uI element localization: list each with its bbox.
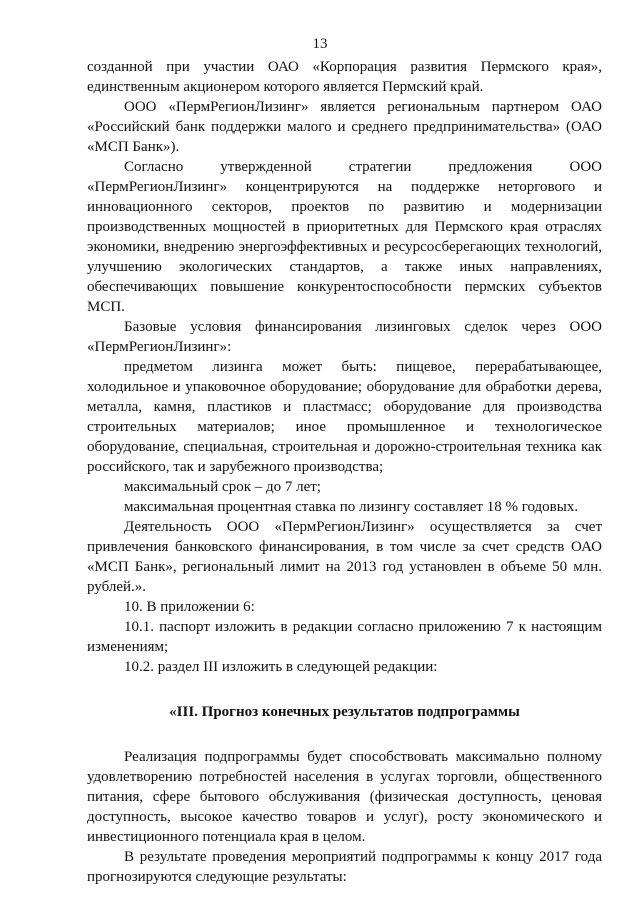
paragraph-base-conditions: Базовые условия финансирования лизинговых сделок через ООО «ПермРегионЛизинг»: xyxy=(87,319,602,355)
page-number: 13 xyxy=(312,36,328,52)
paragraph-leasing-subject: предметом лизинга может быть: пищевое, перерабатывающее, холодильное и упаковочное оборудование; оборудование для обработки дерева, металла, камня, пластиков и пластмасс; оборудование для производства строительных материалов; иное промышленное и технологическое оборудование, специальная, строительная и дорожно-строительная техника как российского, так и зарубежного производства; xyxy=(87,359,602,475)
paragraph-item-10-1: 10.1. паспорт изложить в редакции согласно приложению 7 к настоящим изменениям; xyxy=(87,619,602,655)
paragraph-max-rate: максимальная процентная ставка по лизингу составляет 18 % годовых. xyxy=(124,499,579,515)
paragraph-results: В результате проведения мероприятий подпрограммы к концу 2017 года прогнозируются следующие результаты: xyxy=(87,849,602,885)
paragraph-continuation: созданной при участии ОАО «Корпорация развития Пермского края», единственным акционером которого является Пермский край. xyxy=(87,59,602,95)
paragraph-partner: ООО «ПермРегионЛизинг» является региональным партнером ОАО «Российский банк поддержки малого и среднего предпринимательства» (ОАО «МСП Банк»). xyxy=(87,99,602,155)
paragraph-item-10-2: 10.2. раздел III изложить в следующей редакции: xyxy=(124,659,438,675)
paragraph-implementation: Реализация подпрограммы будет способствовать максимально полному удовлетворению потребностей населения в услугах торговли, общественного питания, сфере бытового обслуживания (физическая доступность, ценовая доступность, высокое качество товаров и услуг), росту экономического и инвестиционного потенциала края в целом. xyxy=(87,749,602,845)
paragraph-strategy: Согласно утвержденной стратегии предложения ООО «ПермРегионЛизинг» концентрируются на поддержке неторгового и инновационного секторов, проектов по развитию и модернизации производственных мощностей в приоритетных для Пермского края отраслях экономики, внедрению энергоэффективных и ресурсосберегающих технологий, улучшению экологических стандартов, а также иных направлениях, обеспечивающих повышение конкурентоспособности пермских субъектов МСП. xyxy=(87,159,602,315)
section-heading: «III. Прогноз конечных результатов подпрограммы xyxy=(169,704,520,720)
document-body xyxy=(87,57,602,887)
paragraph-max-term: максимальный срок – до 7 лет; xyxy=(124,479,321,495)
paragraph-item-10: 10. В приложении 6: xyxy=(124,599,255,615)
paragraph-financing: Деятельность ООО «ПермРегионЛизинг» осуществляется за счет привлечения банковского финансирования, в том числе за счет средств ОАО «МСП Банк», региональный лимит на 2013 год установлен в объеме 50 млн. рублей.». xyxy=(87,519,602,595)
